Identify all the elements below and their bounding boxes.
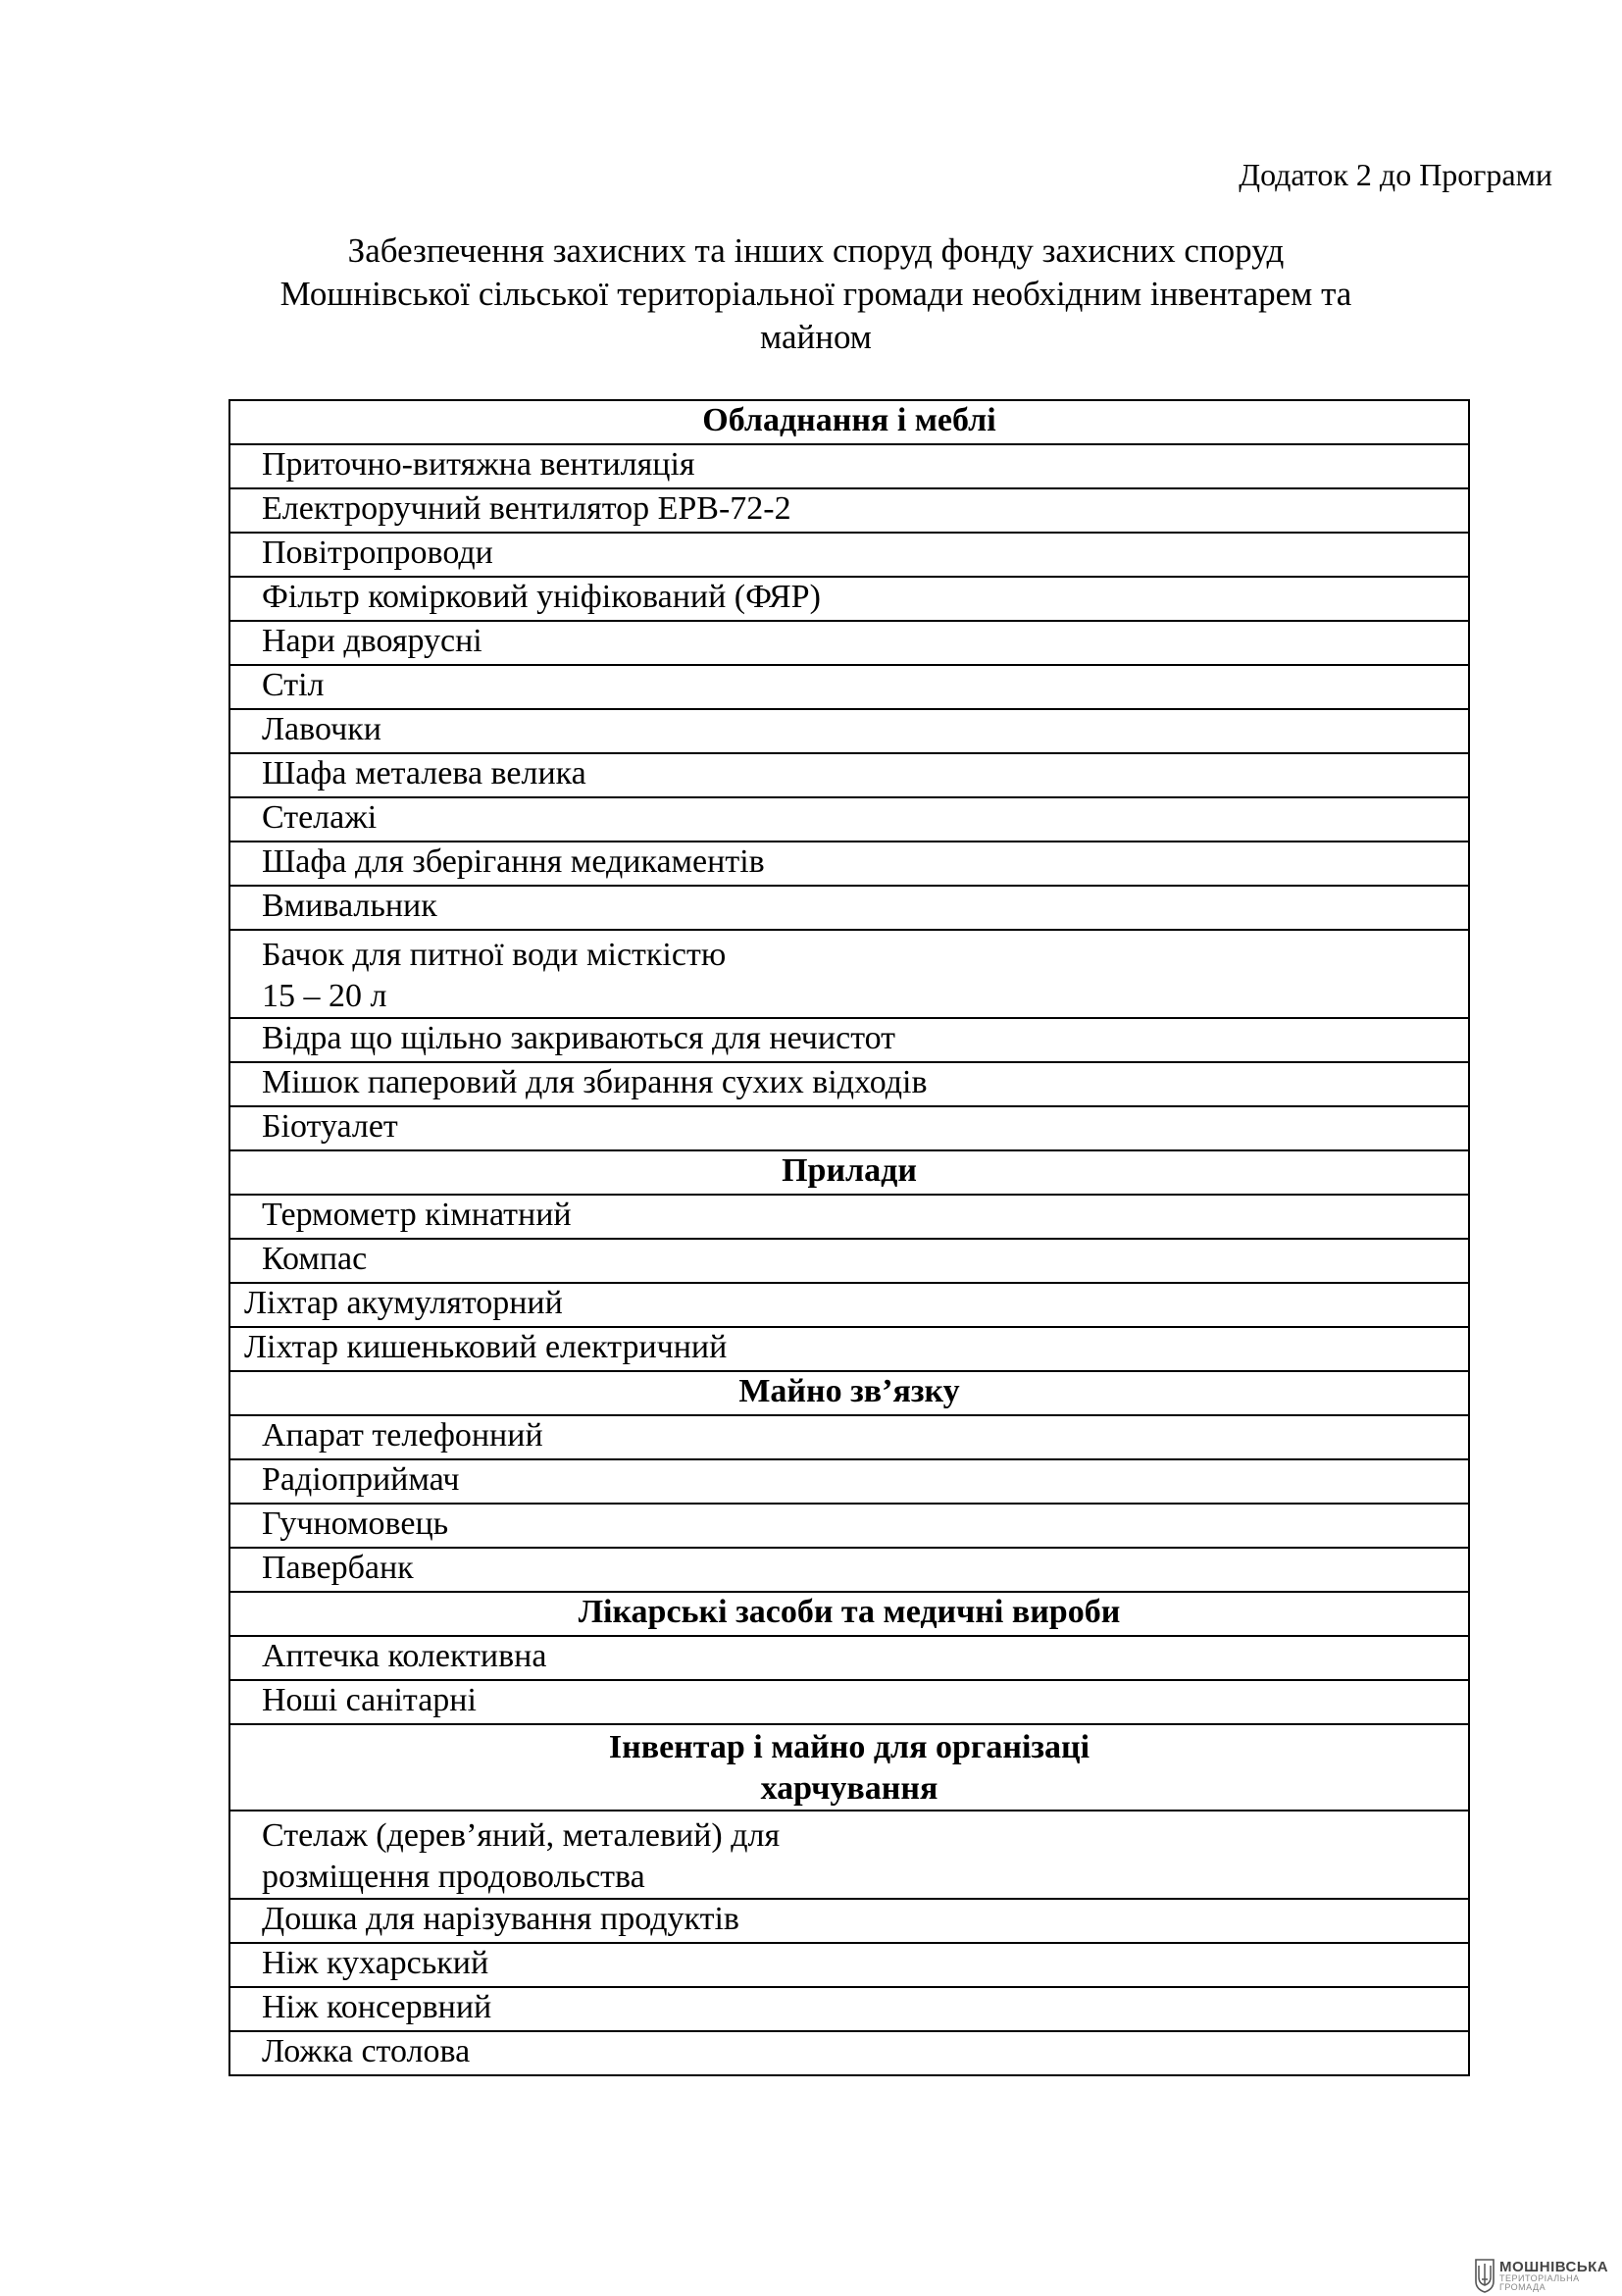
item-cell xyxy=(229,533,1469,577)
item-text: Ноші санітарні xyxy=(262,1682,477,1718)
table-row xyxy=(229,1899,1469,1943)
item-cell xyxy=(229,1018,1469,1062)
item-cell xyxy=(229,1636,1469,1680)
table-row xyxy=(229,1195,1469,1239)
table-row xyxy=(229,797,1469,842)
inventory-table xyxy=(228,399,1470,2076)
item-cell xyxy=(229,621,1469,665)
table-row xyxy=(229,930,1469,1018)
item-text: Електроручний вентилятор ЕРВ-72-2 xyxy=(262,490,791,527)
item-text: Компас xyxy=(262,1241,368,1277)
table-row xyxy=(229,753,1469,797)
table-row xyxy=(229,577,1469,621)
item-text: Гучномовець xyxy=(262,1505,449,1542)
table-row xyxy=(229,1636,1469,1680)
item-text: Стелаж (дерев’яний, металевий) для xyxy=(262,1817,781,1854)
item-cell xyxy=(229,1811,1469,1899)
item-cell xyxy=(229,753,1469,797)
table-row xyxy=(229,621,1469,665)
item-cell xyxy=(229,709,1469,753)
section-heading xyxy=(229,1371,1469,1415)
table-row xyxy=(229,1943,1469,1987)
item-text: Павербанк xyxy=(262,1550,414,1586)
item-cell xyxy=(229,1459,1469,1504)
item-cell xyxy=(229,1899,1469,1943)
item-cell xyxy=(229,1415,1469,1459)
table-row xyxy=(229,1327,1469,1371)
section-heading-row xyxy=(229,400,1469,444)
item-cell xyxy=(229,1283,1469,1327)
item-text: Вмивальник xyxy=(262,888,437,924)
item-text: Стелажі xyxy=(262,799,378,836)
item-text: 15 – 20 л xyxy=(262,978,387,1014)
item-cell xyxy=(229,1327,1469,1371)
table-row xyxy=(229,709,1469,753)
section-heading-row xyxy=(229,1150,1469,1195)
item-text: Термометр кімнатний xyxy=(262,1197,572,1233)
trident-icon xyxy=(1474,2258,1495,2293)
item-text: Ліхтар кишеньковий електричний xyxy=(244,1329,728,1365)
table-row xyxy=(229,1987,1469,2031)
title-line: майном xyxy=(760,318,872,356)
section-heading-row xyxy=(229,1371,1469,1415)
item-cell xyxy=(229,1680,1469,1724)
item-text: Шафа металева велика xyxy=(262,755,586,791)
item-text: Приточно-витяжна вентиляція xyxy=(262,446,695,483)
table-row xyxy=(229,533,1469,577)
item-cell xyxy=(229,488,1469,533)
table-row xyxy=(229,1283,1469,1327)
title-line: Мошнівської сільської територіальної громади необхідним інвентарем та xyxy=(279,275,1352,313)
section-heading xyxy=(229,1150,1469,1195)
item-cell xyxy=(229,665,1469,709)
item-cell xyxy=(229,1239,1469,1283)
item-text: Відра що щільно закриваються для нечистот xyxy=(262,1020,896,1056)
section-heading-row xyxy=(229,1592,1469,1636)
item-cell xyxy=(229,2031,1469,2075)
item-cell xyxy=(229,1195,1469,1239)
item-text: Повітропроводи xyxy=(262,535,493,571)
table-row xyxy=(229,842,1469,886)
item-text: Ніж консервний xyxy=(262,1989,492,2025)
section-heading-row xyxy=(229,1724,1469,1811)
item-text: Біотуалет xyxy=(262,1108,398,1145)
item-text: Ніж кухарський xyxy=(262,1945,489,1981)
table-row xyxy=(229,886,1469,930)
table-row xyxy=(229,1106,1469,1150)
table-row xyxy=(229,665,1469,709)
item-text: Дошка для нарізування продуктів xyxy=(262,1901,739,1937)
logo-line-1: МОШНІВСЬКА xyxy=(1499,2258,1609,2275)
item-cell xyxy=(229,1062,1469,1106)
table-row xyxy=(229,1415,1469,1459)
item-cell xyxy=(229,444,1469,488)
section-heading xyxy=(229,400,1469,444)
section-heading-line: Майно зв’язку xyxy=(738,1373,960,1409)
item-text: Фільтр комірковий уніфікований (ФЯР) xyxy=(262,579,821,615)
section-heading-line: Прилади xyxy=(782,1152,917,1189)
section-heading-line: Обладнання і меблі xyxy=(702,402,996,438)
table-row xyxy=(229,1239,1469,1283)
document-title xyxy=(228,230,1404,359)
table-row xyxy=(229,1459,1469,1504)
section-heading xyxy=(229,1724,1469,1811)
item-cell xyxy=(229,842,1469,886)
item-text: Шафа для зберігання медикаментів xyxy=(262,843,765,880)
item-cell xyxy=(229,577,1469,621)
table-row xyxy=(229,2031,1469,2075)
item-cell xyxy=(229,1943,1469,1987)
item-text: Нари двоярусні xyxy=(262,623,482,659)
logo-line-2: ТЕРИТОРІАЛЬНА xyxy=(1499,2272,1580,2283)
item-text: розміщення продовольства xyxy=(262,1859,645,1895)
table-row xyxy=(229,1062,1469,1106)
item-cell xyxy=(229,1987,1469,2031)
table-row xyxy=(229,1680,1469,1724)
table-row xyxy=(229,1548,1469,1592)
item-cell xyxy=(229,1106,1469,1150)
section-heading-line: Інвентар і майно для організаці xyxy=(608,1729,1090,1765)
item-text: Ложка столова xyxy=(262,2033,471,2069)
item-text: Аптечка колективна xyxy=(262,1638,547,1674)
item-cell xyxy=(229,1548,1469,1592)
section-heading xyxy=(229,1592,1469,1636)
item-text: Бачок для питної води місткістю xyxy=(262,937,727,973)
item-cell xyxy=(229,930,1469,1018)
section-heading-line: Лікарські засоби та медичні вироби xyxy=(578,1594,1121,1630)
item-text: Ліхтар акумуляторний xyxy=(244,1285,563,1321)
logo-line-3: ГРОМАДА xyxy=(1499,2281,1546,2292)
table-row xyxy=(229,444,1469,488)
item-cell xyxy=(229,1504,1469,1548)
item-text: Стіл xyxy=(262,667,325,703)
item-cell xyxy=(229,886,1469,930)
section-heading-line: харчування xyxy=(760,1770,938,1807)
community-logo xyxy=(1474,2257,1611,2294)
annex-label: Додаток 2 до Програми xyxy=(1239,157,1552,192)
title-line: Забезпечення захисних та інших споруд фонду захисних споруд xyxy=(347,231,1285,270)
item-text: Мішок паперовий для збирання сухих відходів xyxy=(262,1064,928,1100)
item-text: Радіоприймач xyxy=(262,1461,460,1498)
item-text: Лавочки xyxy=(262,711,381,747)
item-text: Апарат телефонний xyxy=(262,1417,543,1454)
table-row xyxy=(229,1018,1469,1062)
table-row xyxy=(229,1504,1469,1548)
table-row xyxy=(229,1811,1469,1899)
table-row xyxy=(229,488,1469,533)
item-cell xyxy=(229,797,1469,842)
